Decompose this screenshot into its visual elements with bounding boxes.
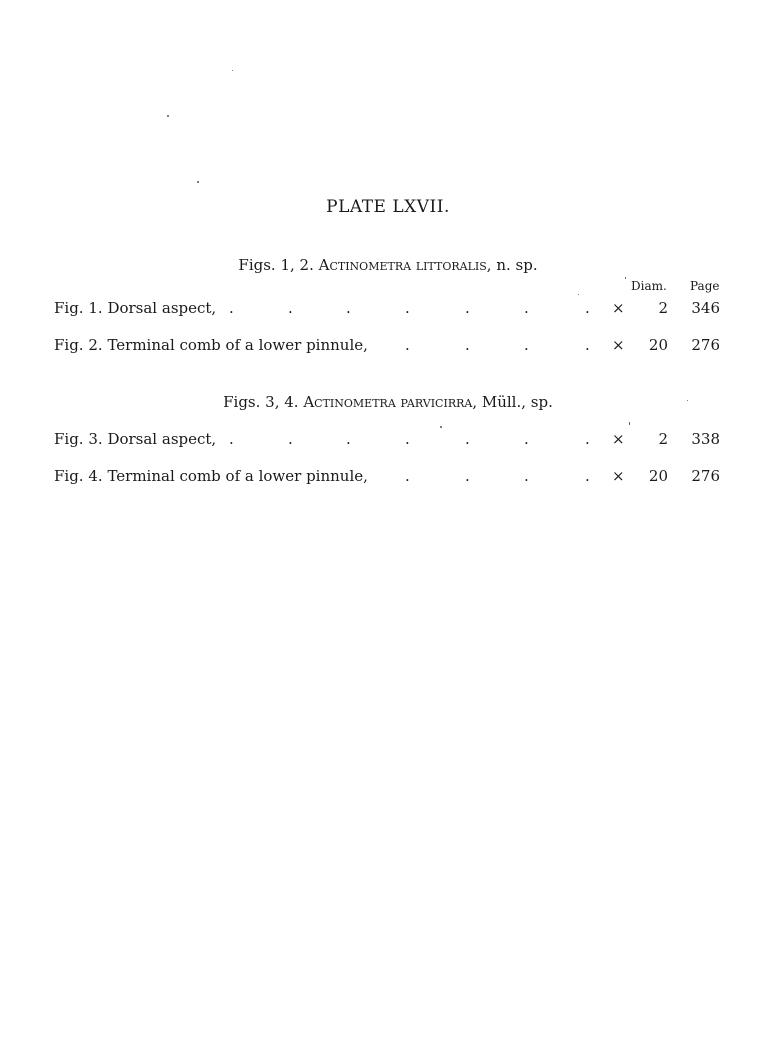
fig-label: Fig. 3.: [54, 430, 103, 448]
row-description: [54, 467, 368, 485]
page-column-header: Page: [690, 279, 720, 293]
paper-speck: [167, 115, 169, 117]
times-symbol: ×: [612, 467, 625, 485]
diam-value: 20: [648, 467, 668, 485]
page-value: 276: [691, 336, 720, 354]
times-symbol: ×: [612, 336, 625, 354]
diam-column-header: Diam.: [631, 279, 667, 293]
table-row: Fig. 2. Terminal comb of a lower pinnule, . . . . × 20 276: [54, 336, 720, 354]
row-description: [54, 430, 216, 448]
row-description: [54, 336, 368, 354]
paper-speck: [629, 422, 630, 425]
description-text: Dorsal aspect,: [107, 299, 217, 317]
diam-value: 2: [658, 299, 668, 317]
row-description: [54, 299, 216, 317]
description-text: Terminal comb of a lower pinnule,: [107, 467, 368, 485]
description-text: Terminal comb of a lower pinnule,: [107, 336, 368, 354]
table-row: Fig. 1. Dorsal aspect, . . . . . . . × 2 346: [54, 299, 720, 317]
group-prefix: Figs. 3, 4.: [223, 393, 299, 411]
group-prefix: Figs. 1, 2.: [238, 256, 314, 274]
group-suffix: , Müll., sp.: [472, 393, 553, 411]
times-symbol: ×: [612, 430, 625, 448]
description-text: Dorsal aspect,: [107, 430, 217, 448]
species-name: Actinometra littoralis: [318, 256, 487, 274]
diam-value: 2: [658, 430, 668, 448]
group-suffix: , n. sp.: [486, 256, 538, 274]
diam-value: 20: [648, 336, 668, 354]
paper-speck: [232, 70, 233, 71]
paper-speck: [440, 426, 442, 428]
page-value: 346: [691, 299, 720, 317]
group-heading-1: [0, 256, 776, 274]
species-name: Actinometra parvicirra: [303, 393, 473, 411]
paper-speck: [687, 400, 688, 401]
times-symbol: ×: [612, 299, 625, 317]
fig-label: Fig. 2.: [54, 336, 103, 354]
paper-speck: [197, 181, 199, 183]
plate-title: PLATE LXVII.: [326, 197, 450, 217]
fig-label: Fig. 4.: [54, 467, 103, 485]
table-row: Fig. 3. Dorsal aspect, . . . . . . . × 2 338: [54, 430, 720, 448]
table-row: Fig. 4. Terminal comb of a lower pinnule, . . . . × 20 276: [54, 467, 720, 485]
paper-speck: [625, 277, 626, 279]
page-value: 338: [691, 430, 720, 448]
group-heading-2: [0, 393, 776, 411]
page-value: 276: [691, 467, 720, 485]
fig-label: Fig. 1.: [54, 299, 103, 317]
paper-speck: [578, 294, 579, 295]
